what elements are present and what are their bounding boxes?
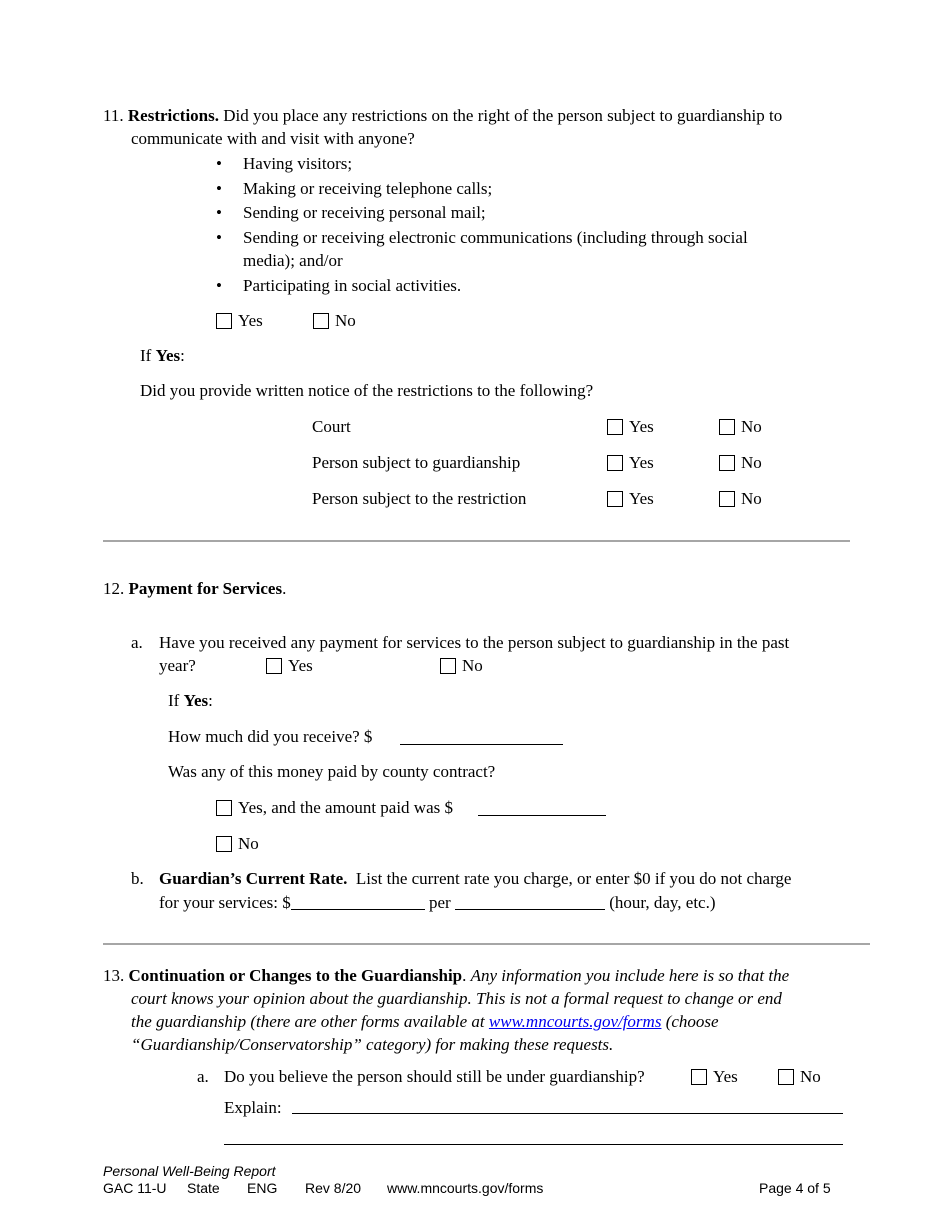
amount-received-label: How much did you receive? $ [168,727,373,746]
rate-question: Guardian’s Current Rate. List the current rate you charge, or enter $0 if you do not charge [159,869,792,888]
payment-yes-option[interactable] [266,654,313,677]
footer-form-title: Personal Well-Being Report [103,1163,276,1179]
continue-yes-option[interactable] [691,1065,738,1088]
checkbox[interactable] [607,419,623,435]
checkbox-label: Yes [713,1067,738,1086]
court-yes-option[interactable] [607,415,654,438]
checkbox[interactable] [216,800,232,816]
section-divider [103,943,870,945]
county-contract-question: Was any of this money paid by county contract? [168,762,496,781]
amount-received-field[interactable] [400,744,563,745]
notice-question: Did you provide written notice of the restrictions to the following? [140,381,594,400]
footer-state: State [187,1180,220,1196]
section-number: 11. [103,106,124,125]
checkbox[interactable] [719,455,735,471]
rate-amount-field[interactable] [291,892,425,910]
section-title: Payment for Services [128,579,283,598]
checkbox-label: No [800,1067,821,1086]
section-13-text: court knows your opinion about the guardianship. This is not a formal request to change or end [131,989,782,1008]
bullet-item: Sending or receiving personal mail; [243,203,486,222]
section-title: Restrictions. [127,106,219,125]
bullet-item-cont: media); and/or [243,251,343,270]
checkbox[interactable] [216,836,232,852]
section-number: 13. [103,966,125,985]
checkbox[interactable] [607,491,623,507]
checkbox[interactable] [778,1069,794,1085]
restrictions-yes-option[interactable] [216,309,263,332]
question-text-cont: year? [159,656,196,675]
checkbox-label: No [741,417,762,436]
if-yes-label: If Yes: [140,346,185,365]
bullet-item: Having visitors; [243,154,353,173]
checkbox-label: Yes [629,417,654,436]
section-12-heading: 12. Payment for Services. [103,579,287,598]
question-text: Did you place any restrictions on the right of the person subject to guardianship to [223,106,783,125]
restricted-yes-option[interactable] [607,487,654,510]
forms-link[interactable]: www.mncourts.gov/forms [488,1012,662,1031]
footer-form-code: GAC 11-U [103,1180,167,1196]
checkbox[interactable] [719,419,735,435]
continue-no-option[interactable] [778,1065,821,1088]
bullet-item: Participating in social activities. [243,276,462,295]
checkbox-label: Yes, and the amount paid was $ [238,798,453,817]
question-text: Have you received any payment for services to the person subject to guardianship in the past [159,633,790,652]
explain-field-line[interactable] [224,1144,843,1145]
notice-row-label: Person subject to the restriction [312,489,527,508]
bullet-icon: • [216,154,222,173]
item-letter: b. [131,869,144,888]
person-no-option[interactable] [719,451,762,474]
checkbox[interactable] [607,455,623,471]
checkbox-label: Yes [629,453,654,472]
section-13-text: the guardianship (there are other forms available at www.mncourts.gov/forms (choose [131,1012,719,1031]
footer-revision: Rev 8/20 [305,1180,362,1196]
notice-row-label: Court [312,417,351,436]
section-13-text: “Guardianship/Conservatorship” category) for making these requests. [131,1035,614,1054]
item-title: Guardian’s Current Rate. [159,869,348,888]
person-yes-option[interactable] [607,451,654,474]
notice-row-label: Person subject to guardianship [312,453,521,472]
bullet-icon: • [216,276,222,295]
bullet-item: Making or receiving telephone calls; [243,179,493,198]
bullet-item: Sending or receiving electronic communications (including through social [243,228,748,247]
item-letter: a. [131,633,143,652]
payment-no-option[interactable] [440,654,483,677]
section-13-heading: 13. Continuation or Changes to the Guardianship. Any information you include here is so that the [103,966,790,985]
section-divider [103,540,850,542]
checkbox-label: No [741,453,762,472]
county-no-option[interactable] [216,832,259,855]
county-yes-option[interactable] [216,796,453,819]
section-11-heading [103,104,782,127]
item-letter: a. [197,1067,209,1086]
question-text-cont: communicate with and visit with anyone? [131,129,415,148]
checkbox-label: Yes [629,489,654,508]
checkbox-label: No [335,311,356,330]
bullet-icon: • [216,179,222,198]
checkbox[interactable] [313,313,329,329]
checkbox[interactable] [691,1069,707,1085]
explain-label: Explain: [224,1098,282,1117]
footer-url: www.mncourts.gov/forms [387,1180,544,1196]
checkbox-label: No [462,656,483,675]
footer-language: ENG [247,1180,278,1196]
restrictions-no-option[interactable] [313,309,356,332]
bullet-icon: • [216,203,222,222]
court-no-option[interactable] [719,415,762,438]
checkbox[interactable] [719,491,735,507]
bullet-icon: • [216,228,222,247]
checkbox[interactable] [440,658,456,674]
explain-field-line[interactable] [292,1113,843,1114]
checkbox-label: Yes [288,656,313,675]
restricted-no-option[interactable] [719,487,762,510]
checkbox[interactable] [266,658,282,674]
rate-period-field[interactable] [455,892,605,910]
checkbox[interactable] [216,313,232,329]
county-amount-field[interactable] [478,815,606,816]
checkbox-label: No [741,489,762,508]
checkbox-label: No [238,834,259,853]
section-title: Continuation or Changes to the Guardianship [128,966,463,985]
guardianship-question: Do you believe the person should still be under guardianship? [224,1067,645,1086]
footer-page-number: Page 4 of 5 [759,1180,831,1196]
checkbox-label: Yes [238,311,263,330]
section-number: 12. [103,579,125,598]
rate-line: for your services: $ per (hour, day, etc.) [159,893,716,912]
if-yes-label: If Yes: [168,691,213,710]
